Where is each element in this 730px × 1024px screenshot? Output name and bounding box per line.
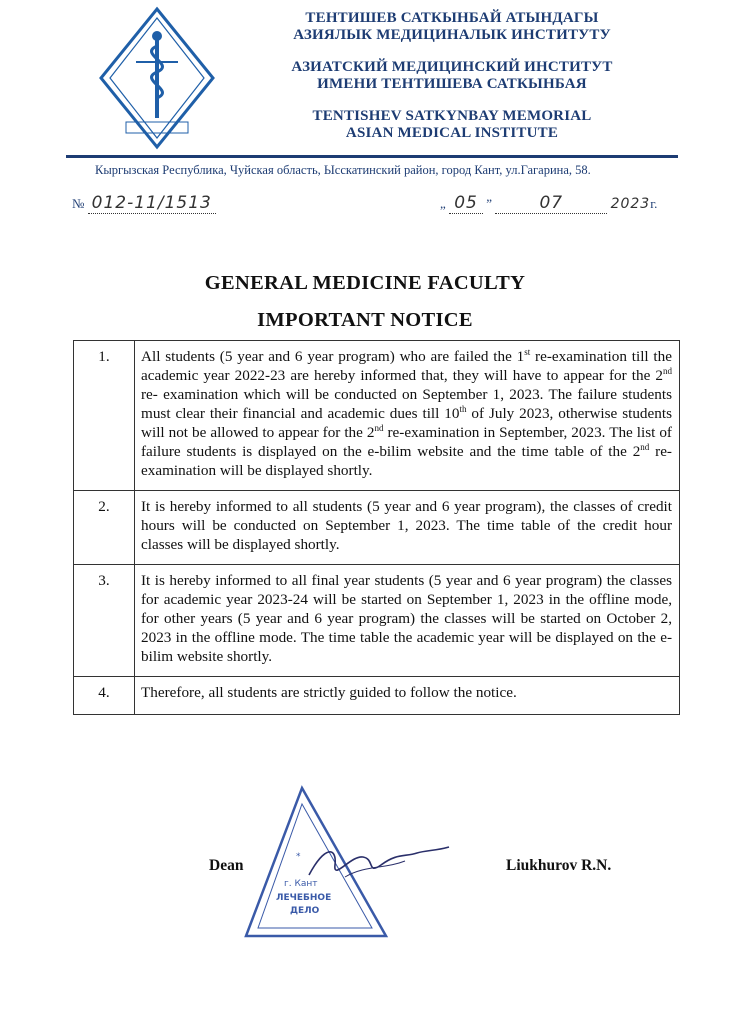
- notice-item-number: 4.: [74, 677, 135, 715]
- faculty-title: GENERAL MEDICINE FACULTY: [204, 272, 526, 294]
- date-year: 2023: [610, 196, 651, 212]
- dean-name: Liukhurov R.N.: [506, 857, 612, 874]
- reference-number-value: 012-11/1513: [88, 193, 216, 214]
- notice-row: [74, 565, 680, 677]
- date-day: 05: [449, 193, 483, 214]
- reference-number: [72, 193, 216, 213]
- notice-item-number: 2.: [74, 491, 135, 565]
- stamp-dept-line1: ЛЕЧЕБНОЕ: [276, 893, 332, 903]
- date-month: 07: [495, 193, 607, 214]
- notice-item-text: All students (5 year and 6 year program) who are failed the 1st re-examination till the academic year 2022-23 are hereby informed that, they will have to appear for the 2nd re- examination which will be conducted on September 1, 2023. The failure students must clear their financial and academic dues till 10th of July 2023, otherwise students will not be allowed to appear for the 2nd re-examination in September, 2023. The list of failure students is displayed on the e-bilim website and the time table of the 2nd re-examination will be displayed shortly.: [135, 341, 680, 491]
- notice-item-text: It is hereby informed to all final year students (5 year and 6 year program) the classes for academic year 2023-24 will be started on September 1, 2023 in the offline mode, for other years (5 year and 6 year program) the classes will be started on October 2, 2023 in the offline mode. The time table the academic year will be displayed on the e-bilim website shortly.: [135, 565, 680, 677]
- institute-name-kg-line1: ТЕНТИШЕВ САТКЫНБАЙ АТЫНДАГЫ: [305, 10, 599, 26]
- stamp-city: г. Кант: [284, 879, 318, 889]
- institute-name-en-line2: ASIAN MEDICAL INSTITUTE: [345, 125, 559, 141]
- institute-name-en: [262, 108, 642, 142]
- document-date: [440, 193, 657, 214]
- notice-row: [74, 677, 680, 715]
- notice-table: [73, 340, 680, 715]
- notice-item-text: Therefore, all students are strictly guided to follow the notice.: [135, 677, 680, 715]
- institute-logo: [98, 6, 216, 150]
- institute-address: Кыргызская Республика, Чуйская область, Ысскатинский район, город Кант, ул.Гагарина, 58.: [95, 163, 591, 177]
- notice-item-number: 3.: [74, 565, 135, 677]
- dean-label: Dean: [209, 857, 244, 874]
- svg-text:*: *: [296, 852, 301, 862]
- notice-row: [74, 491, 680, 565]
- notice-item-number: 1.: [74, 341, 135, 491]
- institute-name-ru-line2: ИМЕНИ ТЕНТИШЕВА САТКЫНБАЯ: [317, 76, 587, 92]
- institute-name-kg-line2: АЗИЯЛЫК МЕДИЦИНАЛЫК ИНСТИТУТУ: [293, 27, 611, 43]
- stamp-dept-line2: ДЕЛО: [290, 906, 320, 916]
- notice-row: [74, 341, 680, 491]
- institute-name-en-line1: TENTISHEV SATKYNBAY MEMORIAL: [312, 108, 592, 124]
- institute-name-kg: [262, 10, 642, 44]
- notice-item-text: It is hereby informed to all students (5 year and 6 year program), the classes of credit hours will be conducted on September 1, 2023. The time table of the credit hour classes will be displayed shortly.: [135, 491, 680, 565]
- header-divider: [66, 155, 678, 158]
- institute-name-ru: [262, 59, 642, 93]
- date-year-suffix: г.: [650, 196, 658, 211]
- date-quote-close: ”: [486, 196, 493, 211]
- notice-title: IMPORTANT NOTICE: [257, 309, 473, 331]
- date-quote-open: „: [440, 196, 446, 211]
- institute-name-ru-line1: АЗИАТСКИЙ МЕДИЦИНСКИЙ ИНСТИТУТ: [291, 59, 613, 75]
- number-sign: №: [72, 196, 85, 211]
- handwritten-signature: [305, 835, 455, 890]
